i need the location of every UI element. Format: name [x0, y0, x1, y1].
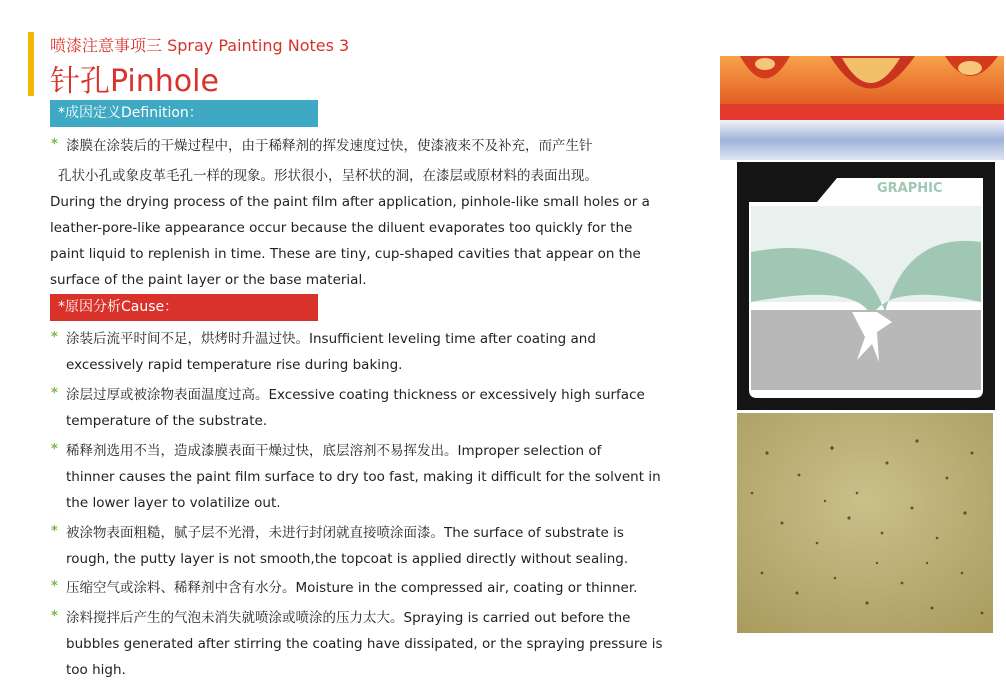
cause-heading: *原因分析Cause：	[50, 294, 318, 321]
cause-line: rough, the putty layer is not smooth,the topcoat is applied directly without sealing.	[66, 551, 629, 567]
pinhole-cross-section-image	[720, 46, 1004, 160]
cause-line: the lower layer to volatilize out.	[66, 495, 281, 511]
definition-line: surface of the paint layer or the base material.	[50, 272, 367, 288]
definition-line: 孔状小孔或象皮革毛孔一样的现象。形状很小，呈杯状的洞，在漆层或原材料的表面出现。	[58, 168, 598, 184]
cause-line: 涂料搅拌后产生的气泡未消失就喷涂或喷涂的压力太大。Spraying is carried out before the	[66, 610, 631, 626]
cause-line: 压缩空气或涂料、稀释剂中含有水分。Moisture in the compressed air, coating or thinner.	[66, 580, 638, 596]
cause-line: 涂装后流平时间不足，烘烤时升温过快。Insufficient leveling time after coating and	[66, 331, 596, 347]
asterisk-icon: *	[51, 137, 58, 152]
definition-line: leather-pore-like appearance occur because the diluent evaporates too quickly for the	[50, 220, 633, 236]
cause-line: 稀释剂选用不当，造成漆膜表面干燥过快，底层溶剂不易挥发出。Improper selection of	[66, 443, 602, 459]
asterisk-icon: *	[51, 386, 58, 401]
cause-line: excessively rapid temperature rise during baking.	[66, 357, 403, 373]
graphic-label: GRAPHIC	[877, 181, 943, 196]
page-subtitle: 喷漆注意事项三 Spray Painting Notes 3	[50, 36, 350, 55]
title-accent-bar	[28, 32, 34, 96]
definition-line: paint liquid to replenish in time. These are tiny, cup-shaped cavities that appear on the	[50, 246, 641, 262]
asterisk-icon: *	[51, 330, 58, 345]
asterisk-icon: *	[51, 579, 58, 594]
definition-line: 漆膜在涂装后的干燥过程中，由于稀释剂的挥发速度过快，使漆液来不及补充，而产生针	[66, 138, 593, 154]
page-title: 针孔Pinhole	[50, 64, 219, 99]
definition-heading: *成因定义Definition：	[50, 100, 318, 127]
asterisk-icon: *	[51, 442, 58, 457]
cause-line: temperature of the substrate.	[66, 413, 268, 429]
asterisk-icon: *	[51, 609, 58, 624]
cause-line: 被涂物表面粗糙，腻子层不光滑，未进行封闭就直接喷涂面漆。The surface of substrate is	[66, 525, 624, 541]
cause-line: thinner causes the paint film surface to dry too fast, making it difficult for the solvent in	[66, 469, 661, 485]
cause-line: too high.	[66, 662, 126, 678]
asterisk-icon: *	[51, 524, 58, 539]
cause-line: 涂层过厚或被涂物表面温度过高。Excessive coating thickness or excessively high surface	[66, 387, 645, 403]
definition-line: During the drying process of the paint film after application, pinhole-like small holes or a	[50, 194, 650, 210]
pinhole-graphic-diagram	[737, 162, 995, 410]
cause-line: bubbles generated after stirring the coating have dissipated, or the spraying pressure is	[66, 636, 663, 652]
pinhole-surface-photo	[737, 413, 993, 633]
